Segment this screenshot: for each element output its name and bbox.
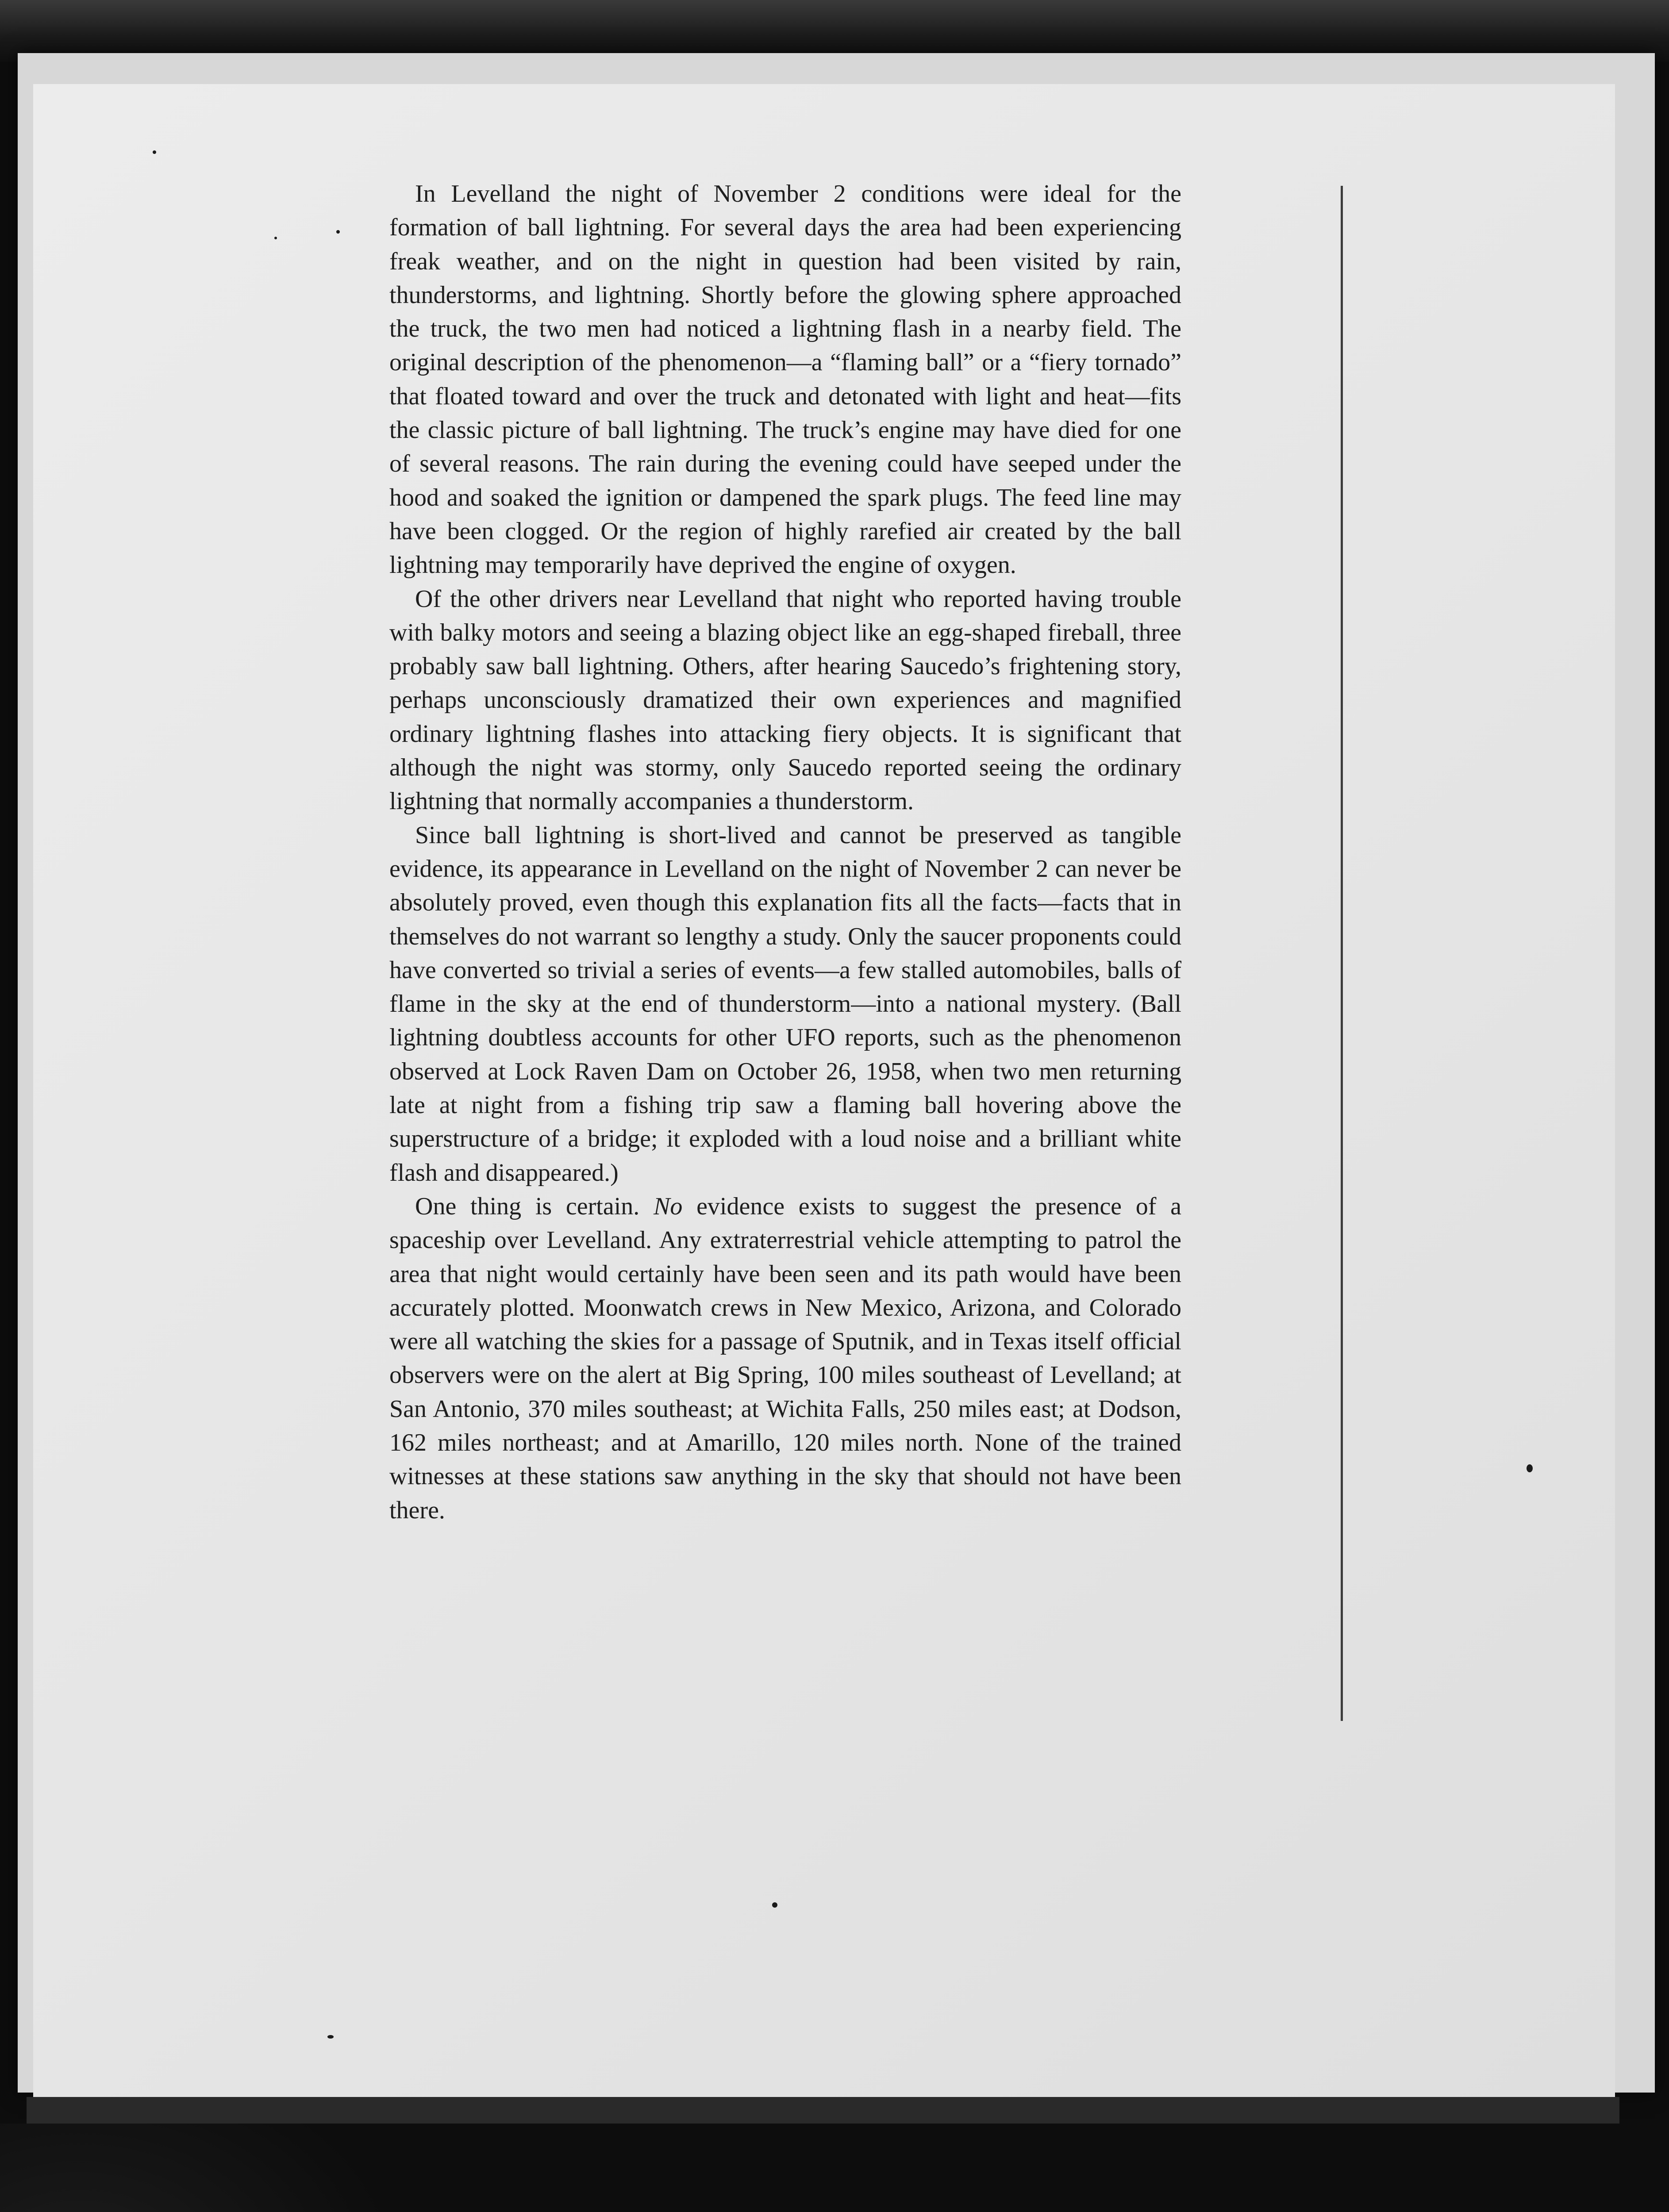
dust-speck [327, 2035, 334, 2039]
paragraph-4-lead: One thing is certain. [415, 1192, 654, 1220]
dust-speck [153, 150, 156, 154]
paragraph-4-italic: No [653, 1192, 683, 1220]
paragraph-4 [389, 1190, 1181, 1527]
dust-speck [772, 1902, 777, 1908]
film-scratch-area [0, 2124, 398, 2212]
paragraph-2: Of the other drivers near Levelland that night who reported having trouble with balky motors and seeing a blazing object like an egg-shaped fireball, three probably saw ball lightning. Others, after hearing Saucedo’s frightening story, perhaps unconsciously dramatized their own experiences and magnified ordinary lightning flashes into attacking fiery objects. It is significant that although the night was stormy, only Saucedo reported seeing the ordinary lightning that normally accompanies a thunderstorm. [389, 585, 1181, 815]
dust-speck [274, 237, 277, 239]
body-text [389, 177, 1181, 1527]
margin-rule [1341, 186, 1343, 1721]
paragraph-4-rest: evidence exists to suggest the presence of a spaceship over Levelland. Any extraterrestrial vehicle attempting to patrol the area that night would certainly have been seen and its path would have been accurately plotted. Moonwatch crews in New Mexico, Arizona, and Colorado were all watching the skies for a passage of Sputnik, and in Texas itself official observers were on the alert at Big Spring, 100 miles southeast of Levelland; at San Antonio, 370 miles southeast; at Wichita Falls, 250 miles east; at Dodson, 162 miles northeast; and at Amarillo, 120 miles north. None of the trained witnesses at these stations saw anything in the sky that should not have been there. [389, 1192, 1181, 1524]
film-top-edge [0, 0, 1669, 62]
dust-speck [336, 230, 340, 234]
paragraph-1: In Levelland the night of November 2 conditions were ideal for the formation of ball lightning. For several days the area had been experiencing freak weather, and on the night in question had been visited by rain, thunderstorms, and lightning. Shortly before the glowing sphere approached the truck, the two men had noticed a lightning flash in a nearby field. The original description of the phenomenon—a “flaming ball” or a “fiery tornado” that floated toward and over the truck and detonated with light and heat—fits the classic picture of ball lightning. The truck’s engine may have died for one of several reasons. The rain during the evening could have seeped under the hood and soaked the ignition or dampened the spark plugs. The feed line may have been clogged. Or the region of highly rarefied air created by the ball lightning may temporarily have deprived the engine of oxygen. [389, 180, 1181, 579]
page-bottom-shadow [27, 2097, 1619, 2124]
paragraph-3: Since ball lightning is short-lived and cannot be preserved as tangible evidence, its appearance in Levelland on the night of November 2 can never be absolutely proved, even though this explanation fits all the facts—facts that in themselves do not warrant so lengthy a study. Only the saucer proponents could have converted so trivial a series of events—a few stalled automobiles, balls of flame in the sky at the end of thunderstorm—into a national mystery. (Ball lightning doubtless accounts for other UFO reports, such as the phenomenon observed at Lock Raven Dam on October 26, 1958, when two men returning late at night from a fishing trip saw a flaming ball hovering above the superstructure of a bridge; it exploded with a loud noise and a brilliant white flash and disappeared.) [389, 821, 1181, 1187]
dust-speck [1527, 1464, 1533, 1472]
